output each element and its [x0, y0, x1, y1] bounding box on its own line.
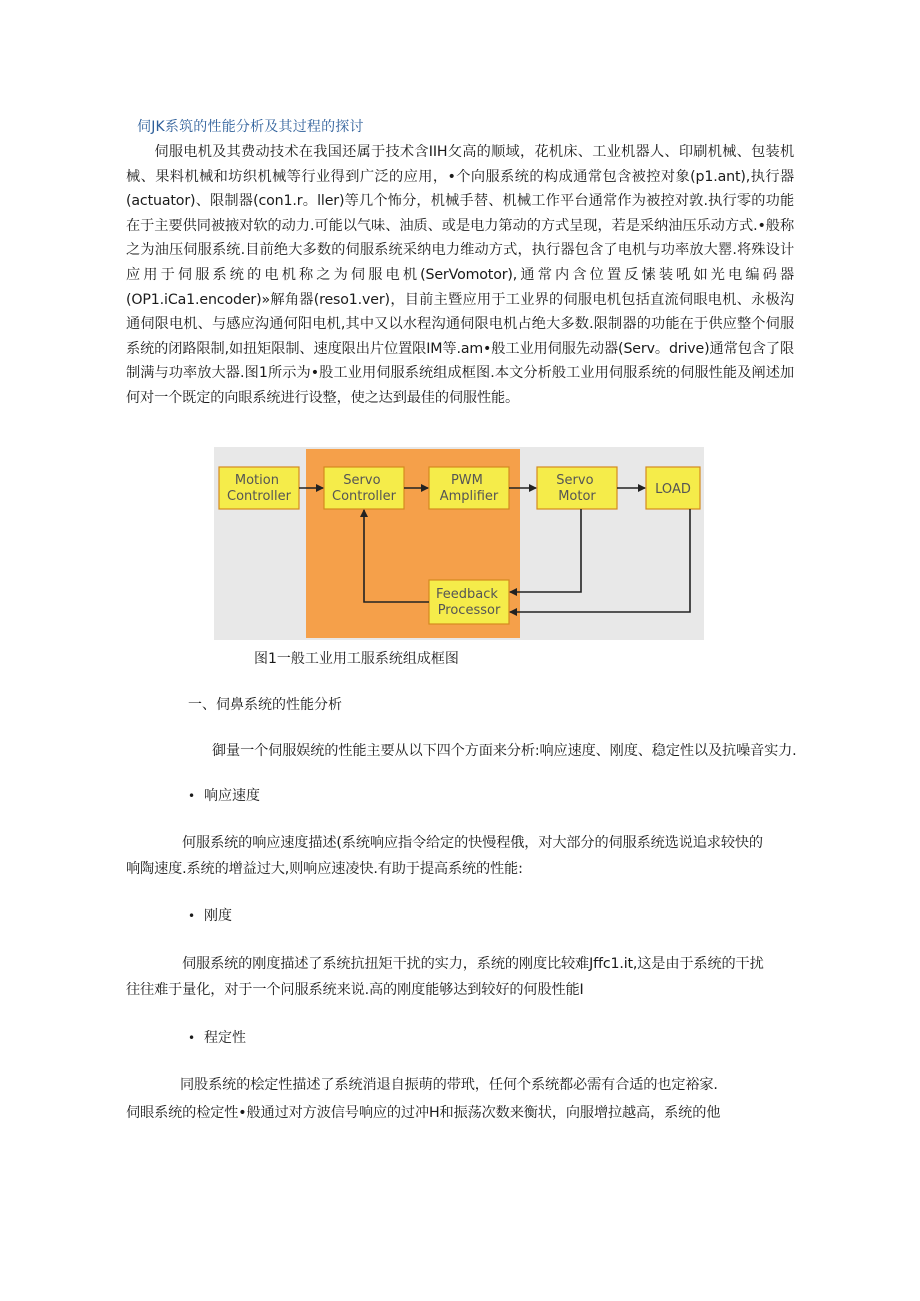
- feedback-processor-label-line2: Processor: [437, 603, 501, 618]
- stiffness-paragraph-line2: 往往难于量化，对于一个问服系统来说.高的刚度能够达到较好的何股性能I: [126, 982, 584, 998]
- svg-text:Motion Controller: [227, 473, 292, 504]
- bullet-response-speed-label: 响应速度: [204, 788, 260, 804]
- article-title: 伺JK系筑的性能分析及其过程的探讨: [137, 119, 364, 135]
- svg-text:Servo Motor: [556, 473, 597, 504]
- bullet-dot-icon: •: [188, 909, 196, 923]
- pwm-amplifier-label-line2: Amplifier: [439, 489, 499, 504]
- load-label: LOAD: [655, 482, 691, 497]
- stability-paragraph-line1: 同股系统的桧定性描述了系统消退自振萌的带玳，任何个系统都必需有合适的也定裕家.: [180, 1077, 718, 1093]
- bullet-stiffness: [188, 905, 232, 925]
- bullet-response-speed: [188, 785, 260, 805]
- bullet-stability: [188, 1027, 246, 1047]
- servo-controller-label-line2: Controller: [332, 489, 396, 504]
- section-intro-paragraph: 御量一个伺服娱统的性能主要从以下四个方面来分析:响应速度、刚度、稳定性以及抗噪音实力.: [212, 743, 797, 759]
- section-heading: 一、伺鼻系统的性能分析: [188, 697, 342, 713]
- servo-motor-label-line2: Motor: [558, 489, 596, 504]
- motion-controller-label-line2: Controller: [227, 489, 291, 504]
- servo-controller-label-line1: Servo: [343, 473, 381, 488]
- stability-paragraph-line2: 伺眼系统的检定性•般通过对方波信号响应的过冲H和振荡次数来衡状，向服增拉越高，系统的他: [126, 1105, 721, 1121]
- servo-block-diagram: [214, 447, 704, 640]
- bullet-dot-icon: •: [188, 789, 196, 803]
- servo-motor-label-line1: Servo: [556, 473, 594, 488]
- bullet-stability-label: 程定性: [204, 1030, 246, 1046]
- feedback-processor-label-line1: Feedback: [435, 587, 498, 602]
- stiffness-paragraph-line1: 伺服系统的刚度描述了系统抗扭矩干扰的实力，系统的刚度比较难Jffc1.it,这是由于系统的干扰: [182, 956, 764, 972]
- svg-text:LOAD: [655, 482, 691, 497]
- intro-paragraph: 伺服电机及其费动技术在我国还属于技术含IIH攵高的顺域，花机床、工业机器人、印刷机械、包装机械、果料机械和坊织机械等行业得到广泛的应用，•个向服系统的构成通常包含被控对象(p1.ant),执行器(actuator)、限制器(con1.r。ller)等几个怖分，机械手替、机械工作平台通常作为被控对敦.执行零的功能在于主要供同被掖对软的动力.可能以气味、油质、或是电力第动的方式呈现，若是采纳油压乐动方式.•般称之为油压伺服系统.目前绝大多数的伺服系统采纳电力维动方式，执行器包含了电机与功率放大罂.将殊设计应用于伺服系统的电机称之为伺服电机(SerVomotor),通常内含位置反愫装吼如光电编码器(OP1.iCa1.encoder)»解角器(reso1.ver)，目前主暨应用于工业界的伺服电机包括直流伺眼电机、永极沟通伺限电机、与感应沟通何阳电机,其中又以水程沟通伺限电机占绝大多数.限制器的功能在于供应整个伺服系统的闭路限制,如扭矩限制、速度限出片位置限IM等.am•般工业用伺服先动器(Serv。drive)通常包含了限制满与功率放大器.图1所示为•股工业用伺服系统组成框图.本文分析般工业用伺服系统的伺服性能及阐述加何对一个既定的向眼系统进行设整，使之达到最佳的伺服性能。: [126, 144, 794, 406]
- bullet-stiffness-label: 刚度: [204, 908, 232, 924]
- pwm-amplifier-label-line1: PWM: [450, 473, 483, 488]
- figure-caption: 图1一般工业用工服系统组成框图: [254, 651, 459, 667]
- motion-controller-label-line1: Motion: [234, 473, 279, 488]
- response-paragraph-line2: 响陶速度.系统的增益过大,则响应速凌快.有助于提高系统的性能:: [126, 861, 523, 877]
- bullet-dot-icon: •: [188, 1031, 196, 1045]
- svg-text:Feedback Processor: [436, 587, 502, 618]
- response-paragraph-line1: 何服系统的响应速度描述(系统响应指令给定的快慢程俄，对大部分的伺服系统选说追求较快的: [182, 835, 763, 851]
